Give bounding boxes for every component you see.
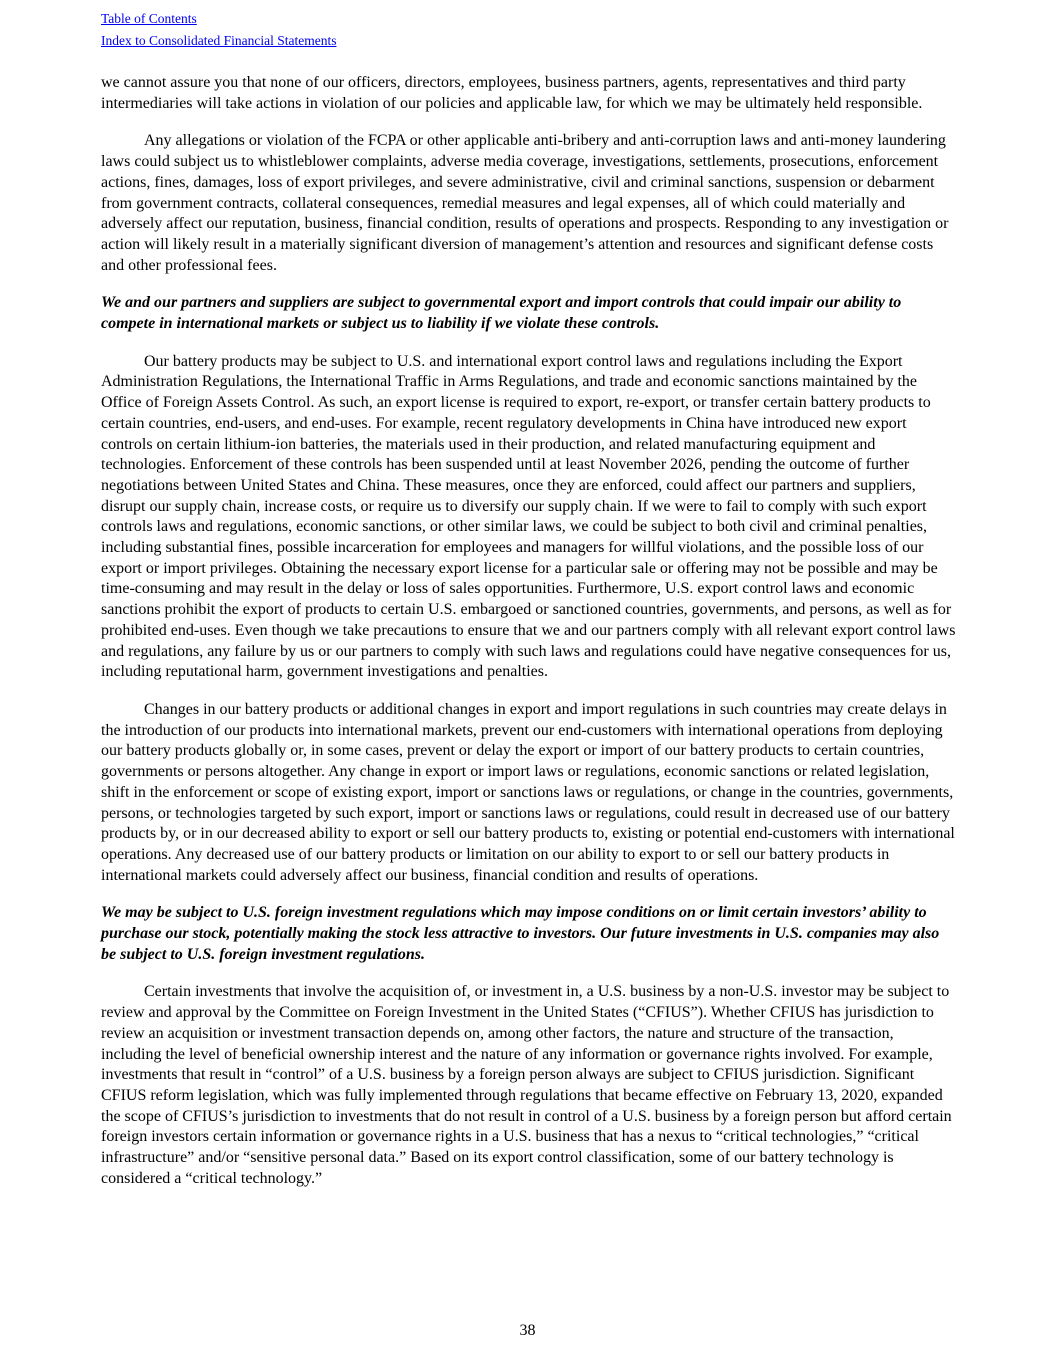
page-number: 38 [519,1322,536,1339]
risk-factor-heading: We and our partners and suppliers are subject to governmental export and import controls that could impair our ability to compete in international markets or subject us to liability if we violate these controls. [101,294,902,333]
body-paragraph: Changes in our battery products or additional changes in export and import regulations in such countries may create delays in the introduction of our products into international markets, prevent our end-customers with international operations from deploying our battery products globally or, in some cases, prevent or delay the export or import of our battery products to certain countries, governments or persons altogether. Any change in export or import laws or regulations, economic sanctions or related legislation, shift in the enforcement or scope of existing export, import or sanctions laws or regulations, or change in the countries, governments, persons, or technologies targeted by such export, import or sanctions laws or regulations, could result in decreased use of our battery products by, or in our decreased ability to export or sell our battery products to, existing or potential end-customers with international operations. Any decreased use of our battery products or limitation on our ability to export to or sell our battery products in international markets could adversely affect our business, financial condition and results of operations. [101,700,955,884]
table-of-contents-link[interactable]: Table of Contents [101,11,197,26]
body-paragraph: Any allegations or violation of the FCPA or other applicable anti-bribery and anti-corruption laws and anti-money laundering laws could subject us to whistleblower complaints, adverse media coverage, investigations, settlements, prosecutions, enforcement actions, fines, damages, loss of export privileges, and severe administrative, civil and criminal sanctions, suspension or debarment from government contracts, collateral consequences, remedial measures and legal expenses, all of which could materially and adversely affect our reputation, business, financial condition, results of operations and prospects. Responding to any investigation or action will likely result in a materially significant diversion of management’s attention and resources and significant defense costs and other professional fees. [101,132,949,274]
risk-factor-heading: We may be subject to U.S. foreign investment regulations which may impose conditions on or limit certain investors’ ability to purchase our stock, potentially making the stock less attractive to investors. Our future investments in U.S. companies may also be subject to U.S. foreign investment regulations. [101,904,940,963]
top-navigation [101,8,336,52]
continued-paragraph: we cannot assure you that none of our officers, directors, employees, business partners, agents, representatives and third party intermediaries will take actions in violation of our policies and applicable law, for which we may be ultimately held responsible. [101,74,923,112]
financial-statements-index-link[interactable]: Index to Consolidated Financial Statements [101,33,337,48]
document-body [101,73,957,1206]
body-paragraph: Our battery products may be subject to U.S. and international export control laws and regulations including the Export Administration Regulations, the International Traffic in Arms Regulations, and trade and economic sanctions maintained by the Office of Foreign Assets Control. As such, an export license is required to export, re-export, or transfer certain battery products to certain countries, end-users, and end-uses. For example, recent regulatory developments in China have introduced new export controls on certain lithium-ion batteries, the materials used in their production, and related manufacturing equipment and technologies. Enforcement of these controls has been suspended until at least November 2026, pending the outcome of further negotiations between United States and China. These measures, once they are enforced, could affect our partners and suppliers, disrupt our supply chain, increase costs, or require us to diversify our supply chain. If we were to fail to comply with such export controls laws and regulations, economic sanctions, or other similar laws, we could be subject to both civil and criminal penalties, including substantial fines, possible incarceration for employees and managers for willful violations, and the possible loss of our export or import privileges. Obtaining the necessary export license for a particular sale or offering may not be possible and may be time-consuming and may result in the delay or loss of sales opportunities. Furthermore, U.S. export control laws and economic sanctions prohibit the export of products to certain U.S. embargoed or sanctioned countries, governments, and persons, as well as for prohibited end-uses. Even though we take precautions to ensure that we and our partners comply with all relevant export control laws and regulations, any failure by us or our partners to comply with such laws and regulations could have negative consequences for us, including reputational harm, government investigations and penalties. [101,352,956,681]
body-paragraph: Certain investments that involve the acquisition of, or investment in, a U.S. business by a non-U.S. investor may be subject to review and approval by the Committee on Foreign Investment in the United States (“CFIUS”). Whether CFIUS has jurisdiction to review an acquisition or investment transaction depends on, among other factors, the nature and structure of the transaction, including the level of beneficial ownership interest and the nature of any information or governance rights involved. For example, investments that result in “control” of a U.S. business by a foreign person always are subject to CFIUS jurisdiction. Significant CFIUS reform legislation, which was fully implemented through regulations that became effective on February 13, 2020, expanded the scope of CFIUS’s jurisdiction to investments that do not result in control of a U.S. business by a foreign person but afford certain foreign investors certain information or governance rights in a U.S. business that has a nexus to “critical technologies,” “critical infrastructure” and/or “sensitive personal data.” Based on its export control classification, some of our battery technology is considered a “critical technology.” [101,983,952,1187]
